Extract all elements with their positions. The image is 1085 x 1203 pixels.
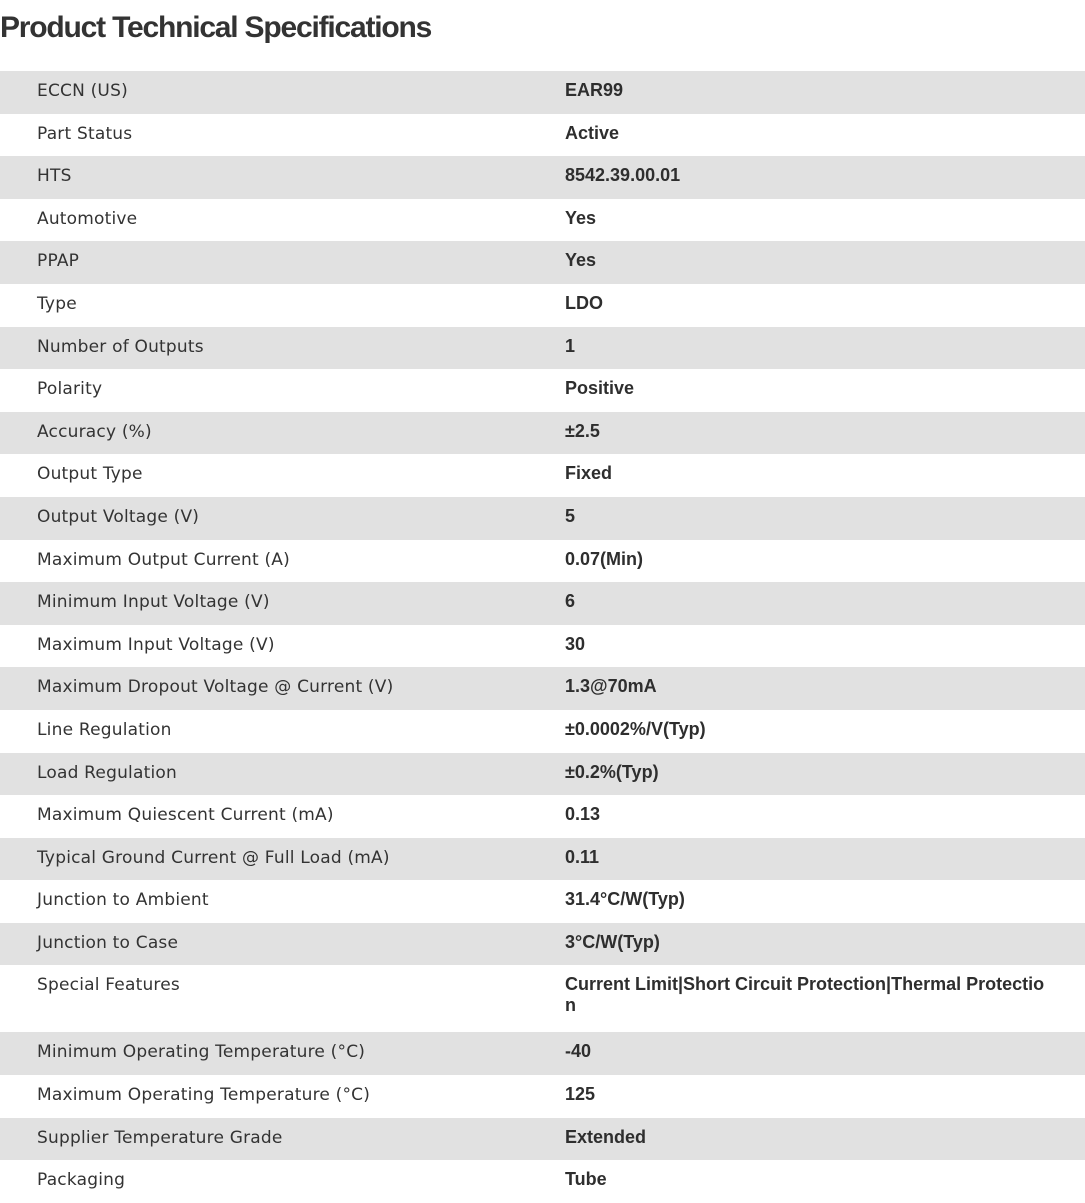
spec-label: Part Status <box>37 123 133 144</box>
spec-row-automotive <box>0 199 1085 242</box>
spec-row-min-operating-temp <box>0 1032 1085 1075</box>
spec-value: 30 <box>565 633 586 654</box>
spec-row-polarity <box>0 369 1085 412</box>
spec-row-accuracy <box>0 412 1085 455</box>
spec-label: Maximum Quiescent Current (mA) <box>37 805 334 826</box>
spec-row-line-regulation <box>0 710 1085 753</box>
spec-row-special-features <box>0 965 1085 1032</box>
spec-row-type <box>0 284 1085 327</box>
spec-label: PPAP <box>37 251 80 272</box>
spec-row-junction-to-case <box>0 923 1085 966</box>
spec-value: ±2.5 <box>565 420 600 441</box>
spec-value: ±0.0002%/V(Typ) <box>565 718 706 739</box>
spec-row-hts <box>0 156 1085 199</box>
spec-label: Output Type <box>37 464 143 485</box>
spec-row-max-input-voltage <box>0 625 1085 668</box>
spec-row-eccn <box>0 71 1085 114</box>
spec-table <box>0 71 1085 1203</box>
spec-row-max-quiescent-current <box>0 795 1085 838</box>
spec-value: EAR99 <box>565 80 624 100</box>
spec-label: Minimum Input Voltage (V) <box>37 592 270 613</box>
spec-label: Supplier Temperature Grade <box>37 1127 283 1148</box>
spec-value: 1.3@70mA <box>565 676 657 697</box>
spec-label: Junction to Ambient <box>37 890 209 911</box>
spec-row-min-input-voltage <box>0 582 1085 625</box>
spec-value: Fixed <box>565 463 613 484</box>
spec-row-number-of-outputs <box>0 327 1085 370</box>
spec-label: Maximum Input Voltage (V) <box>37 634 275 655</box>
spec-label: HTS <box>37 166 72 187</box>
spec-row-junction-to-ambient <box>0 880 1085 923</box>
spec-value: -40 <box>565 1041 592 1062</box>
spec-value: 5 <box>565 505 576 526</box>
spec-row-output-type <box>0 454 1085 497</box>
spec-value: 0.11 <box>565 846 600 867</box>
spec-value: Positive <box>565 378 635 399</box>
spec-label: Polarity <box>37 379 103 400</box>
spec-label: Junction to Case <box>37 932 179 953</box>
spec-value: 0.13 <box>565 804 601 825</box>
spec-value: Yes <box>565 250 597 271</box>
spec-row-max-operating-temp <box>0 1075 1085 1118</box>
spec-value: ±0.2%(Typ) <box>565 761 659 782</box>
spec-value: 8542.39.00.01 <box>565 165 681 186</box>
spec-row-max-dropout-voltage <box>0 667 1085 710</box>
spec-value: Active <box>565 122 620 143</box>
spec-value: 125 <box>565 1084 596 1105</box>
spec-value: 31.4°C/W(Typ) <box>565 889 685 910</box>
spec-row-part-status <box>0 114 1085 157</box>
spec-row-packaging <box>0 1160 1085 1203</box>
spec-value: Current Limit|Short Circuit Protection|Thermal Protection <box>565 974 1045 1016</box>
spec-value: Yes <box>565 207 597 228</box>
page-title: Product Technical Specifications <box>0 11 432 44</box>
spec-row-ground-current <box>0 838 1085 881</box>
spec-label: Special Features <box>37 975 180 996</box>
spec-label: Accuracy (%) <box>37 421 152 442</box>
spec-value: 3°C/W(Typ) <box>565 931 660 952</box>
spec-value: Extended <box>565 1126 647 1147</box>
spec-label: Number of Outputs <box>37 336 204 357</box>
spec-row-load-regulation <box>0 753 1085 796</box>
spec-label: Output Voltage (V) <box>37 506 200 527</box>
spec-label: ECCN (US) <box>37 81 128 101</box>
spec-label: Automotive <box>37 208 138 229</box>
spec-label: Maximum Operating Temperature (°C) <box>37 1085 371 1106</box>
spec-label: Typical Ground Current @ Full Load (mA) <box>37 847 390 868</box>
spec-label: Load Regulation <box>37 762 177 783</box>
spec-value: 6 <box>565 591 576 612</box>
spec-value: 0.07(Min) <box>565 548 644 569</box>
spec-row-output-voltage <box>0 497 1085 540</box>
spec-value: Tube <box>565 1169 607 1190</box>
spec-label: Maximum Dropout Voltage @ Current (V) <box>37 677 394 698</box>
spec-label: Packaging <box>37 1170 126 1191</box>
spec-label: Type <box>37 293 77 314</box>
spec-label: Maximum Output Current (A) <box>37 549 290 570</box>
spec-label: Line Regulation <box>37 719 172 740</box>
spec-value: 1 <box>565 335 576 356</box>
spec-row-ppap <box>0 241 1085 284</box>
spec-row-temperature-grade <box>0 1118 1085 1161</box>
spec-value: LDO <box>565 292 603 313</box>
spec-label: Minimum Operating Temperature (°C) <box>37 1042 366 1063</box>
spec-row-max-output-current <box>0 540 1085 583</box>
